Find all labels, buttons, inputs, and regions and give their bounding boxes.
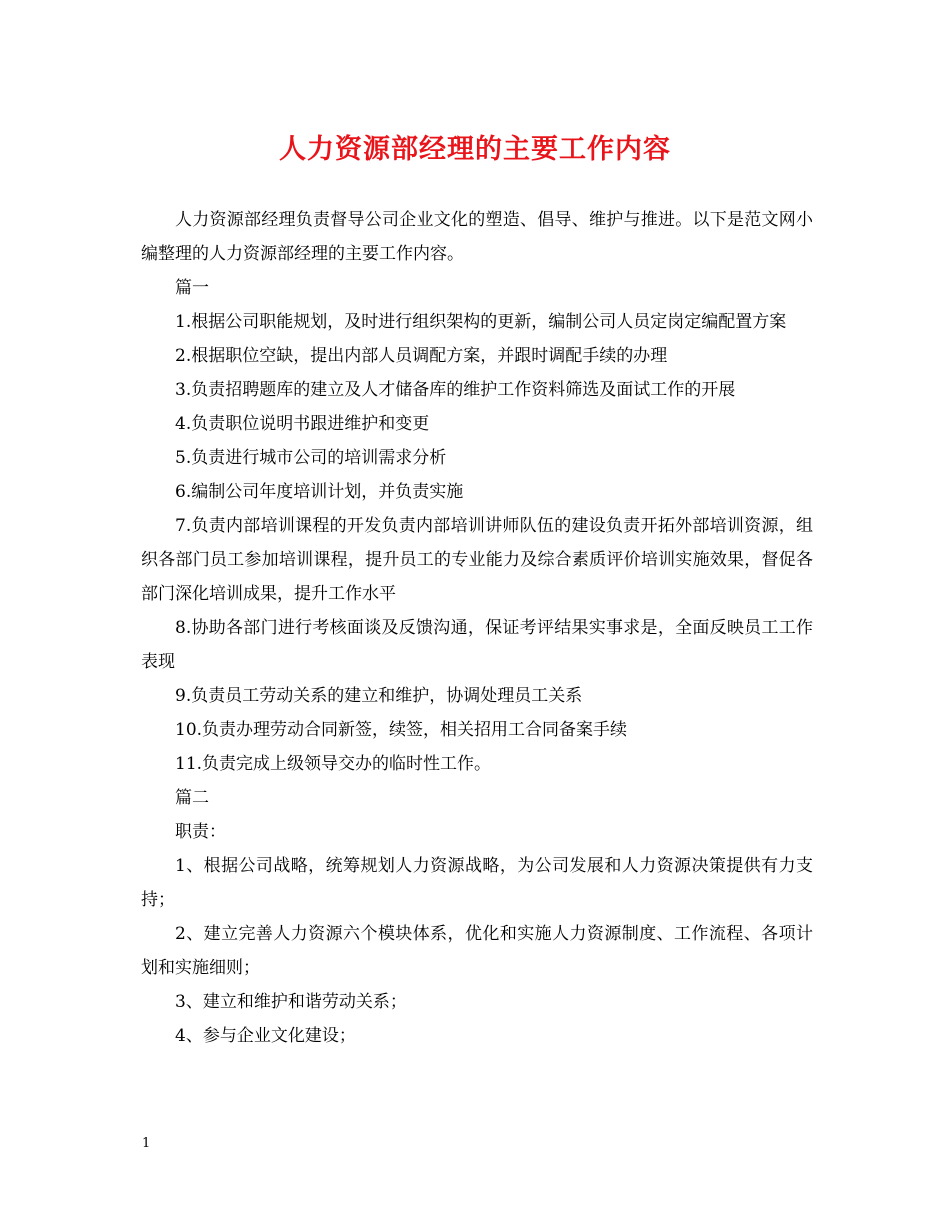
document-title: 人力资源部经理的主要工作内容 bbox=[279, 134, 671, 165]
section-heading-part-1: 篇一 bbox=[175, 278, 209, 298]
list-item: 7.负责内部培训课程的开发负责内部培训讲师队伍的建设负责开拓外部培训资源，组织各部门员工参加培训课程，提升员工的专业能力及综合素质评价培训实施效果，督促各部门深化培训成果，提升工作水平 bbox=[141, 516, 813, 604]
list-item: 3.负责招聘题库的建立及人才储备库的维护工作资料筛选及面试工作的开展 bbox=[175, 380, 736, 400]
document-body bbox=[141, 203, 813, 1053]
list-item: 8.协助各部门进行考核面谈及反馈沟通，保证考评结果实事求是，全面反映员工工作表现 bbox=[141, 618, 813, 672]
page-number: 1 bbox=[142, 1136, 151, 1151]
list-item: 11.负责完成上级领导交办的临时性工作。 bbox=[175, 754, 492, 774]
list-item: 6.编制公司年度培训计划，并负责实施 bbox=[175, 482, 464, 502]
list-item: 3、建立和维护和谐劳动关系； bbox=[175, 992, 407, 1012]
intro-paragraph: 人力资源部经理负责督导公司企业文化的塑造、倡导、维护与推进。以下是范文网小编整理的人力资源部经理的主要工作内容。 bbox=[141, 210, 813, 264]
list-item: 10.负责办理劳动合同新签，续签，相关招用工合同备案手续 bbox=[175, 720, 628, 740]
list-item: 5.负责进行城市公司的培训需求分析 bbox=[175, 448, 447, 468]
section-heading-part-2: 篇二 bbox=[175, 788, 209, 808]
list-item: 4、参与企业文化建设； bbox=[175, 1026, 356, 1046]
list-item: 4.负责职位说明书跟进维护和变更 bbox=[175, 414, 430, 434]
list-item: 1.根据公司职能规划，及时进行组织架构的更新，编制公司人员定岗定编配置方案 bbox=[175, 312, 787, 332]
list-item: 2.根据职位空缺，提出内部人员调配方案，并跟时调配手续的办理 bbox=[175, 346, 668, 366]
responsibilities-heading: 职责： bbox=[175, 822, 226, 842]
list-item: 1、根据公司战略，统筹规划人力资源战略，为公司发展和人力资源决策提供有力支持； bbox=[141, 856, 813, 910]
list-item: 2、建立完善人力资源六个模块体系，优化和实施人力资源制度、工作流程、各项计划和实施细则； bbox=[141, 924, 813, 978]
list-item: 9.负责员工劳动关系的建立和维护，协调处理员工关系 bbox=[175, 686, 583, 706]
